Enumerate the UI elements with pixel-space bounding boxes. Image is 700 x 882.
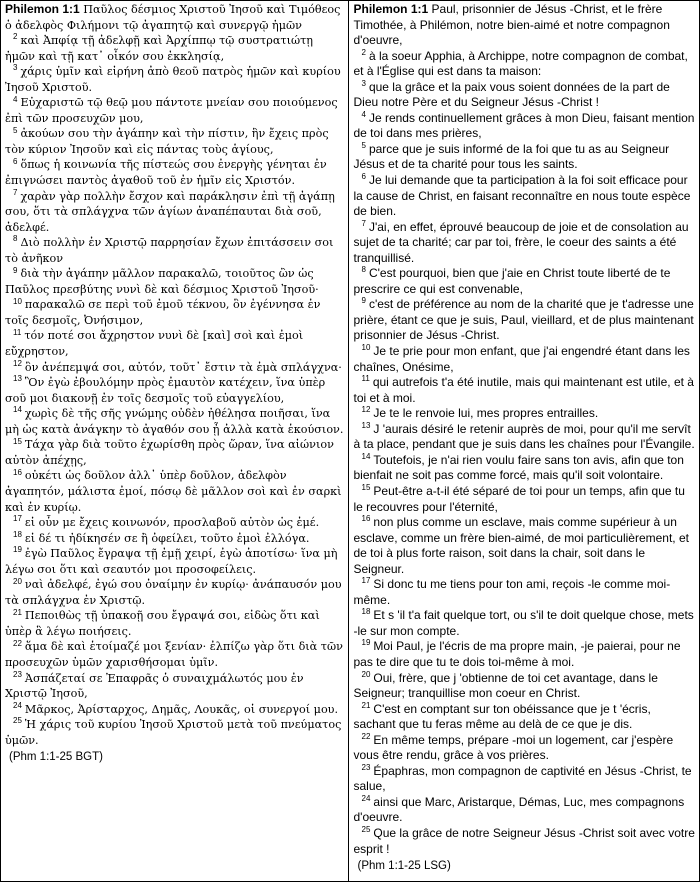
verse-text: ainsi que Marc, Aristarque, Démas, Luc, mes compagnons d'oeuvre.: [353, 794, 685, 825]
verse: [354, 266, 697, 297]
verse-number: 16: [361, 514, 371, 524]
verse-number: 14: [13, 405, 22, 415]
verse-number: 9: [361, 296, 366, 306]
verse: [354, 764, 697, 795]
verse: [5, 717, 345, 748]
verse: [5, 189, 345, 236]
verse-text: En même temps, prépare -moi un logement, car j'espère vous être rendu, grâce à vos prières.: [353, 732, 674, 763]
verse: [5, 328, 345, 359]
verse-number: 15: [361, 482, 371, 492]
verse-number: 24: [13, 700, 22, 710]
verse-text: καὶ Ἀπφίᾳ τῇ ἀδελφῇ καὶ Ἀρχίππῳ τῷ συστρατιώτῃ ἡμῶν καὶ τῇ κατ᾽ οἶκόν σου ἐκκλησίᾳ,: [5, 34, 313, 63]
verse-number: 23: [13, 669, 22, 679]
verse-number: 7: [13, 187, 18, 197]
verse-text: ναὶ ἀδελφέ, ἐγώ σου ὀναίμην ἐν κυρίῳ· ἀνάπαυσόν μου τὰ σπλάγχνα ἐν Χριστῷ.: [5, 578, 342, 607]
verse: [354, 80, 697, 111]
verse-text: ὅπως ἡ κοινωνία τῆς πίστεώς σου ἐνεργὴς γένηται ἐν ἐπιγνώσει παντὸς ἀγαθοῦ τοῦ ἐν ἡμῖν εἰς Χριστόν.: [5, 158, 327, 188]
verse-number: 25: [13, 716, 22, 726]
passage-reference: (Phm 1:1-25 LSG): [357, 860, 451, 873]
verse-text: χάρις ὑμῖν καὶ εἰρήνη ἀπὸ θεοῦ πατρὸς ἡμῶν καὶ κυρίου Ἰησοῦ Χριστοῦ.: [5, 65, 341, 94]
verse-text: ἀκούων σου τὴν ἀγάπην καὶ τὴν πίστιν, ἣν ἔχεις πρὸς τὸν κύριον Ἰησοῦν καὶ εἰς πάντας τοὺς ἁγίους,: [5, 127, 329, 156]
verse: [5, 546, 345, 577]
verse: [5, 702, 345, 718]
verse: [5, 157, 345, 188]
verse-number: 20: [13, 576, 22, 586]
verse-number: 19: [361, 638, 371, 648]
verse-text: εἰ δέ τι ἠδίκησέν σε ἢ ὀφείλει, τοῦτο ἐμοὶ ἐλλόγα.: [24, 531, 310, 545]
verse-text: ὃν ἀνέπεμψά σοι, αὐτόν, τοῦτ᾽ ἔστιν τὰ ἐμὰ σπλάγχνα·: [24, 360, 342, 374]
verse-text: J'ai, en effet, éprouvé beaucoup de joie et de consolation au sujet de ta charité; car par toi, frère, le coeur des saints a été tranquillisé.: [353, 219, 689, 265]
verse-text: Παῦλος δέσμιος Χριστοῦ Ἰησοῦ καὶ Τιμόθεος ὁ ἀδελφὸς Φιλήμονι τῷ ἀγαπητῷ καὶ συνεργῷ ἡμῶν: [5, 3, 341, 32]
verse-number: 22: [361, 731, 371, 741]
verse: [354, 406, 697, 422]
verse-number: 3: [13, 63, 18, 73]
verse: [354, 608, 697, 639]
verse-text: Τάχα γὰρ διὰ τοῦτο ἐχωρίσθη πρὸς ὥραν, ἵνα αἰώνιον αὐτὸν ἀπέχῃς,: [5, 438, 334, 467]
verse: [5, 577, 345, 608]
verse-1: [5, 2, 345, 33]
verse: [354, 826, 697, 857]
verse-text: Moi Paul, je l'écris de ma propre main, -je paierai, pour ne pas te dire que tu te dois toi-même à moi.: [353, 639, 681, 669]
verse: [354, 515, 697, 577]
verse: [354, 297, 697, 344]
verse-text: que la grâce et la paix vous soient données de la part de Dieu notre Père et du Seigneur Jésus -Christ !: [353, 79, 670, 110]
verse-text: παρακαλῶ σε περὶ τοῦ ἐμοῦ τέκνου, ὃν ἐγέννησα ἐν τοῖς δεσμοῖς, Ὀνήσιμον,: [5, 298, 321, 327]
verse-number: 8: [361, 265, 366, 275]
verse: [354, 702, 697, 733]
verse-number: 3: [361, 78, 366, 88]
verse: [5, 297, 345, 328]
verse: [5, 671, 345, 702]
verse-text: οὐκέτι ὡς δοῦλον ἀλλ᾽ ὑπὲρ δοῦλον, ἀδελφὸν ἀγαπητόν, μάλιστα ἐμοί, πόσῳ δὲ μᾶλλον σοὶ καὶ ἐν σαρκὶ καὶ ἐν κυρίῳ.: [5, 469, 342, 514]
verse-text: εἰ οὖν με ἔχεις κοινωνόν, προσλαβοῦ αὐτὸν ὡς ἐμέ.: [24, 516, 320, 530]
verse-text: Μᾶρκος, Ἀρίσταρχος, Δημᾶς, Λουκᾶς, οἱ συνεργοί μου.: [24, 702, 339, 716]
verse: [354, 422, 697, 453]
greek-column: [1, 1, 349, 881]
verse-text: parce que je suis informé de la foi que tu as au Seigneur Jésus et de ta charité pour tous les saints.: [353, 141, 670, 172]
verse-text: qui autrefois t'a été inutile, mais qui maintenant est utile, et à toi et à moi.: [353, 375, 694, 405]
verse-text: χωρὶς δὲ τῆς σῆς γνώμης οὐδὲν ἠθέλησα ποιῆσαι, ἵνα μὴ ὡς κατὰ ἀνάγκην τὸ ἀγαθόν σου ᾖ ἀλλὰ κατὰ ἑκούσιον.: [5, 407, 344, 436]
verse-number: 25: [361, 824, 371, 834]
verse-text: J 'aurais désiré le retenir auprès de moi, pour qu'il me servît à ta place, pendant que je suis dans les chaînes pour l'Évangile.: [353, 421, 695, 452]
verse-number: 12: [13, 358, 22, 368]
verse: [5, 608, 345, 639]
verse-number: 18: [13, 529, 22, 539]
verse: [354, 375, 697, 406]
verse: [5, 515, 345, 531]
verse: [354, 453, 697, 484]
verse-text: Ὃν ἐγὼ ἐβουλόμην πρὸς ἐμαυτὸν κατέχειν, ἵνα ὑπὲρ σοῦ μοι διακονῇ ἐν τοῖς δεσμοῖς τοῦ εὐαγγελίου,: [5, 376, 326, 405]
verse: [354, 111, 697, 142]
verse: [5, 33, 345, 64]
verse-number: 4: [361, 109, 366, 119]
verse-number: 12: [361, 405, 371, 415]
verse-number: 18: [361, 607, 371, 617]
verse: [354, 484, 697, 515]
verse-number: 20: [361, 669, 371, 679]
verse-text: Ἀσπάζεταί σε Ἐπαφρᾶς ὁ συναιχμάλωτός μου ἐν Χριστῷ Ἰησοῦ,: [5, 671, 304, 701]
verse: [354, 173, 697, 220]
verse-number: 13: [13, 374, 22, 384]
verse-text: à la soeur Apphia, à Archippe, notre compagnon de combat, et à l'Église qui est dans ta maison:: [353, 48, 688, 79]
verse-number: 13: [361, 420, 371, 430]
verse: [354, 671, 697, 702]
verse-text: Διὸ πολλὴν ἐν Χριστῷ παρρησίαν ἔχων ἐπιτάσσειν σοι τὸ ἀνῆκον: [5, 236, 334, 265]
verse-text: Oui, frère, que j 'obtienne de toi cet avantage, dans le Seigneur; tranquillise mon coeur en Christ.: [353, 670, 658, 701]
verse-text: τόν ποτέ σοι ἄχρηστον νυνὶ δὲ [καὶ] σοὶ καὶ ἐμοὶ εὔχρηστον,: [5, 329, 304, 359]
verse-text: Peut-être a-t-il été séparé de toi pour un temps, afin que tu le recouvres pour l'éternité,: [353, 483, 685, 514]
passage-heading: Philemon 1:1: [5, 2, 80, 16]
verse: [5, 64, 345, 95]
verse-number: 16: [13, 467, 22, 477]
verse-number: 6: [361, 172, 366, 182]
verse-number: 22: [13, 638, 22, 648]
verse: [5, 406, 345, 437]
verse-text: Je rends continuellement grâces à mon Dieu, faisant mention de toi dans mes prières,: [353, 110, 695, 141]
french-column: [349, 1, 700, 881]
verse: [5, 531, 345, 547]
verse-text: Εὐχαριστῶ τῷ θεῷ μου πάντοτε μνείαν σου ποιούμενος ἐπὶ τῶν προσευχῶν μου,: [5, 96, 338, 125]
verse-number: 23: [361, 762, 371, 772]
verse: [354, 49, 697, 80]
verse-text: Si donc tu me tiens pour ton ami, reçois -le comme moi-même.: [353, 577, 671, 607]
verse-text: Paul, prisonnier de Jésus -Christ, et le frère Timothée, à Philémon, notre bien-aimé et notre compagnon d'oeuvre,: [353, 2, 670, 48]
verse-text: Épaphras, mon compagnon de captivité en Jésus -Christ, te salue,: [353, 763, 692, 794]
verse-number: 15: [13, 436, 22, 446]
verse: [5, 360, 345, 376]
verse: [354, 577, 697, 608]
verse-text: διὰ τὴν ἀγάπην μᾶλλον παρακαλῶ, τοιοῦτος ὢν ὡς Παῦλος πρεσβύτης νυνὶ δὲ καὶ δέσμιος Χριστοῦ Ἰησοῦ·: [5, 267, 319, 296]
verse-number: 11: [13, 327, 22, 337]
verse-text: ἅμα δὲ καὶ ἑτοίμαζέ μοι ξενίαν· ἐλπίζω γὰρ ὅτι διὰ τῶν προσευχῶν ὑμῶν χαρισθήσομαι ὑμῖν.: [5, 640, 343, 669]
verse: [354, 142, 697, 173]
verse-text: non plus comme un esclave, mais comme supérieur à un esclave, comme un frère bien-aimé, de moi particulièrement, et de toi à plus forte raison, soit dans la chair, soit dans le Seigneur.: [353, 515, 689, 576]
verse-text: c'est de préférence au nom de la charité que je t'adresse une prière, étant ce que je suis, Paul, vieillard, et de plus maintenant prisonnier de Jésus -Christ.: [353, 297, 694, 343]
verse-text: Et s 'il t'a fait quelque tort, ou s'il te doit quelque chose, mets -le sur mon compte.: [353, 608, 694, 638]
verse-text: Je te prie pour mon enfant, que j'ai engendré étant dans les chaînes, Onésime,: [353, 344, 690, 374]
verse: [354, 220, 697, 267]
verse: [5, 437, 345, 468]
verse-text: C'est en comptant sur ton obéissance que je t 'écris, sachant que tu feras même au delà de ce que je dis.: [353, 701, 651, 732]
verse: [5, 235, 345, 266]
verse-text: Toutefois, je n'ai rien voulu faire sans ton avis, afin que ton bienfait ne soit pas comme forcé, mais qu'il soit volontaire.: [353, 452, 684, 483]
verse-number: 7: [361, 218, 366, 228]
verse: [5, 95, 345, 126]
verse-number: 2: [361, 47, 366, 57]
verse-number: 21: [13, 607, 22, 617]
verse-number: 24: [361, 793, 371, 803]
verse-number: 14: [361, 451, 371, 461]
verse-number: 21: [361, 700, 371, 710]
verse-number: 9: [13, 265, 18, 275]
verse: [5, 375, 345, 406]
verse-number: 10: [13, 296, 22, 306]
verse-number: 17: [13, 514, 22, 524]
verse-number: 8: [13, 234, 18, 244]
verse-text: χαρὰν γὰρ πολλὴν ἔσχον καὶ παράκλησιν ἐπὶ τῇ ἀγάπῃ σου, ὅτι τὰ σπλάγχνα τῶν ἁγίων ἀναπέπαυται διὰ σοῦ, ἀδελφέ.: [5, 189, 335, 234]
verse: [5, 639, 345, 670]
verse: [5, 266, 345, 297]
verse: [354, 639, 697, 670]
passage-reference: (Phm 1:1-25 BGT): [9, 751, 103, 764]
verse-text: Que la grâce de notre Seigneur Jésus -Christ soit avec votre esprit !: [353, 825, 695, 856]
verse-text: Je te le renvoie lui, mes propres entrailles.: [373, 406, 599, 421]
verse: [354, 344, 697, 375]
verse-number: 19: [13, 545, 22, 555]
verse-number: 5: [361, 140, 366, 150]
verse-number: 2: [13, 32, 18, 42]
verse: [354, 733, 697, 764]
verse: [5, 468, 345, 515]
verse-number: 4: [13, 94, 18, 104]
verse-text: ἐγὼ Παῦλος ἔγραψα τῇ ἐμῇ χειρί, ἐγὼ ἀποτίσω· ἵνα μὴ λέγω σοι ὅτι καὶ σεαυτόν μοι προσοφείλεις.: [5, 547, 338, 576]
verse: [5, 126, 345, 157]
verse: [354, 795, 697, 826]
verse-text: Πεποιθὼς τῇ ὑπακοῇ σου ἔγραψά σοι, εἰδὼς ὅτι καὶ ὑπὲρ ἃ λέγω ποιήσεις.: [5, 609, 320, 638]
verse-number: 11: [361, 374, 370, 384]
verse-number: 5: [13, 125, 18, 135]
verse-1: [354, 2, 697, 49]
verse-text: C'est pourquoi, bien que j'aie en Christ toute liberté de te prescrire ce qui est convenable,: [353, 266, 671, 296]
verse-text: Ἡ χάρις τοῦ κυρίου Ἰησοῦ Χριστοῦ μετὰ τοῦ πνεύματος ὑμῶν.: [5, 718, 342, 747]
verse-number: 17: [361, 576, 371, 586]
verse-number: 10: [361, 343, 371, 353]
passage-heading: Philemon 1:1: [353, 2, 429, 16]
verse-number: 6: [13, 156, 18, 166]
verse-text: Je lui demande que ta participation à la foi soit efficace pour la cause de Christ, en faisant reconnaître en nous toute espèce de bien.: [353, 173, 691, 219]
